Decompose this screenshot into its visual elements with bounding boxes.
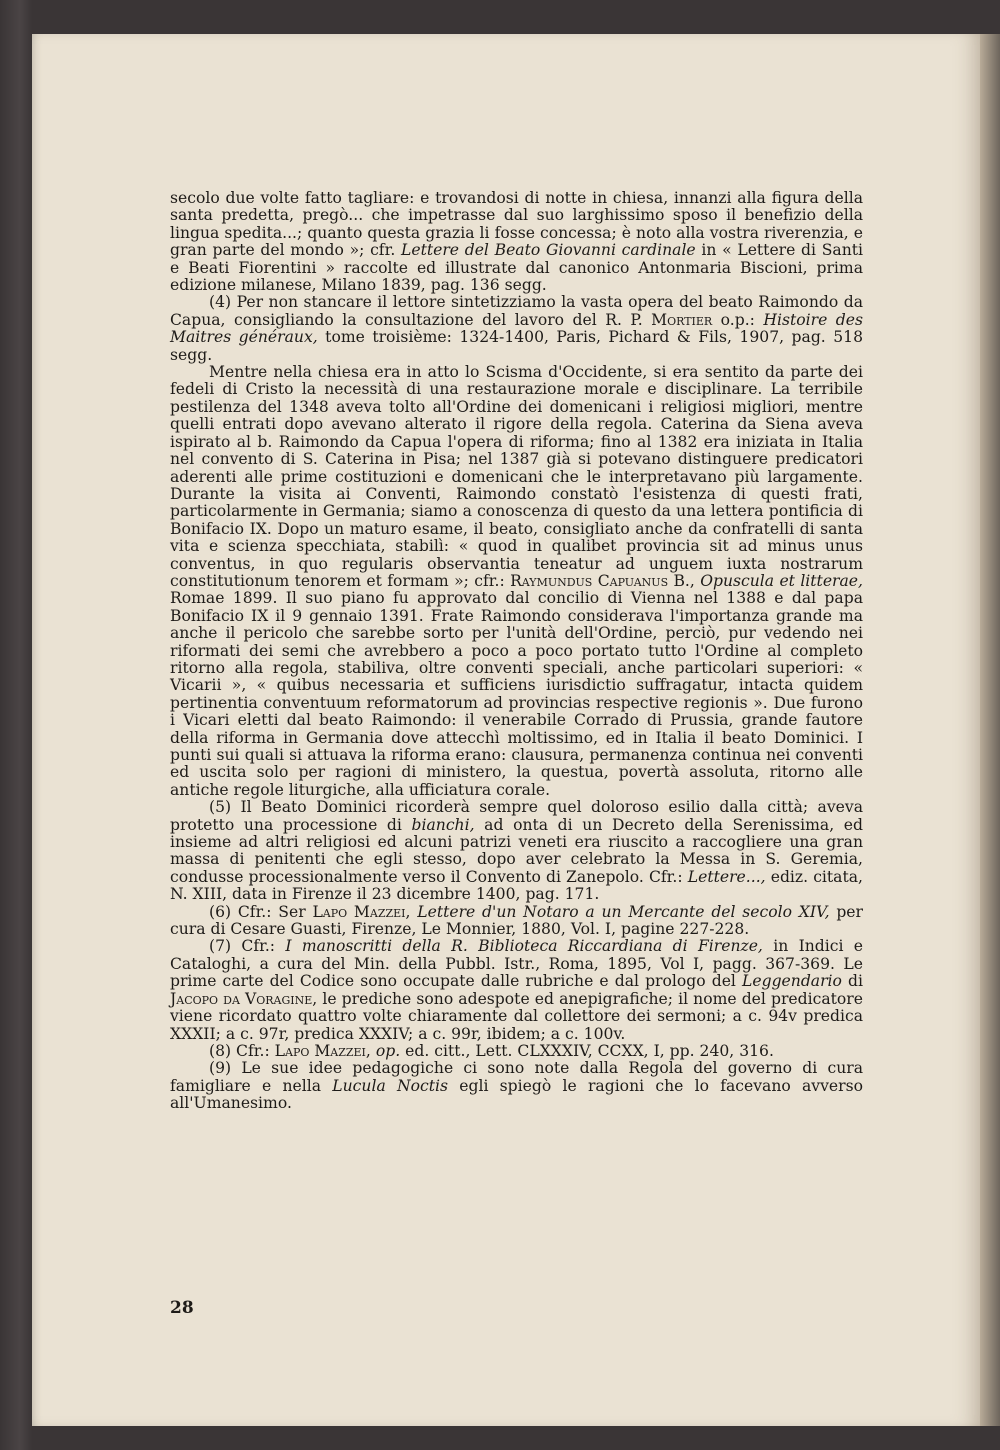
page-edge-shadow [980, 34, 1000, 1426]
footnote-4: (4) Per non stancare il lettore sintetizziamo la vasta opera del beato Raimondo da Capua, consigliando la consultazione del lavoro del R. P. Mortier o.p.: Histoire des Maitres généraux, tome troisième: 1324-1400, Paris, Pichard & Fils, 1907, pag. 518 segg. [170, 293, 863, 364]
footnote-9: (9) Le sue idee pedagogiche ci sono note dalla Regola del governo di cura famigliare e nella Lucula Noctis egli spiegò le ragioni che lo facevano avverso all'Umanesimo. [170, 1059, 863, 1113]
footnote-5: (5) Il Beato Dominici ricorderà sempre quel doloroso esilio dalla città; aveva protetto una processione di bianchi, ad onta di un Decreto della Serenissima, ed insieme ad altri religiosi ed alcuni patrizi veneti era riuscito a raccogliere una gran massa di penitenti che egli stesso, dopo aver celebrato la Messa in S. Geremia, condusse processionalmente verso il Convento di Zanepolo. Cfr.: Lettere..., ediz. citata, N. XIII, data in Firenze il 23 dicembre 1400, pag. 171. [170, 798, 863, 904]
paragraph-continuation: secolo due volte fatto tagliare: e trovandosi di notte in chiesa, innanzi alla figura della santa predetta, pregò... che impetrasse dal suo larghissimo sposo il benefizio della lingua spedita...; quanto questa grazia li fosse concessa; è noto alla vostra riverenzia, e gran parte del mondo »; cfr. Lettere del Beato Giovanni cardinale in « Lettere di Santi e Beati Fiorentini » raccolte ed illustrate dal canonico Antonmaria Biscioni, prima edizione milanese, Milano 1839, pag. 136 segg. [170, 189, 864, 295]
footnote-4-continued: Mentre nella chiesa era in atto lo Scisma d'Occidente, si era sentito da parte dei fedeli di Cristo la necessità di una restaurazione morale e disciplinare. La terribile pestilenza del 1348 aveva tolto all'Ordine dei domenicani i religiosi migliori, mentre quelli entrati dopo avevano alterato il rigore della regola. Caterina da Siena aveva ispirato al b. Raimondo da Capua l'opera di riforma; fino al 1382 era iniziata in Italia nel convento di S. Caterina in Pisa; nel 1387 già si potevano distinguere predicatori aderenti alle prime costituzioni e domenicani che le interpretavano più largamente. Durante la visita ai Conventi, Raimondo constatò l'esistenza di questi frati, particolarmente in Germania; siamo a conoscenza di questo da una lettera pontificia di Bonifacio IX. Dopo un maturo esame, il beato, consigliato anche da confratelli di santa vita e scienza specchiata, stabilì: « quod in qualibet provincia sit ad minus unus conventus, in quo regularis observantia teneatur ad unguem iuxta nostrarum constitutionum tenorem et formam »; cfr.: Raymundus Capuanus B., Opuscula et litterae, Romae 1899. Il suo piano fu approvato dal concilio di Vienna nel 1388 e dal papa Bonifacio IX il 9 gennaio 1391. Frate Raimondo considerava l'importanza grande ma anche il pericolo che sarebbe sorto per l'unità dell'Ordine, perciò, pur vedendo nei riformati dei semi che avrebbero a poco a poco portato tutto l'Ordine al completo ritorno alla regola, stabiliva, oltre conventi speciali, anche particolari superiori: « Vicarii », « quibus necessaria et sufficiens iurisdictio suffragatur, intacta quidem pertinentia conventuum reformatorum ad provincias respective regionis ». Due furono i Vicari eletti dal beato Raimondo: il venerabile Corrado di Prussia, grande fautore della riforma in Germania dove attecchì moltissimo, ed in Italia il beato Dominici. I punti sui quali si attuava la riforma erano: clausura, permanenza continua nei conventi ed uscita solo per ragioni di ministero, la questua, povertà assoluta, ritorno alle antiche regole liturgiche, alla ufficiatura corale. [170, 363, 863, 799]
footnote-6: (6) Cfr.: Ser Lapo Mazzei, Lettere d'un Notaro a un Mercante del secolo XIV, per cura di Cesare Guasti, Firenze, Le Monnier, 1880, Vol. I, pagine 227-228. [170, 902, 863, 939]
footnote-8: (8) Cfr.: Lapo Mazzei, op. ed. citt., Lett. CLXXXIV, CCXX, I, pp. 240, 316. [209, 1041, 774, 1060]
footnotes-text [170, 190, 863, 1113]
footnote-7: (7) Cfr.: I manoscritti della R. Biblioteca Riccardiana di Firenze, in Indici e Cataloghi, a cura del Min. della Pubbl. Istr., Roma, 1895, Vol I, pagg. 367-369. Le prime carte del Codice sono occupate dalle rubriche e dal prologo del Leggendario di Jacopo da Voragine, le prediche sono adespote ed anepigrafiche; il nome del predicatore viene ricordato quattro volte chiaramente dal collettore dei sermoni; a c. 94v predica XXXII; a c. 97r, predica XXXIV; a c. 99r, ibidem; a c. 100v. [170, 937, 863, 1043]
page-number: 28 [170, 1298, 194, 1318]
